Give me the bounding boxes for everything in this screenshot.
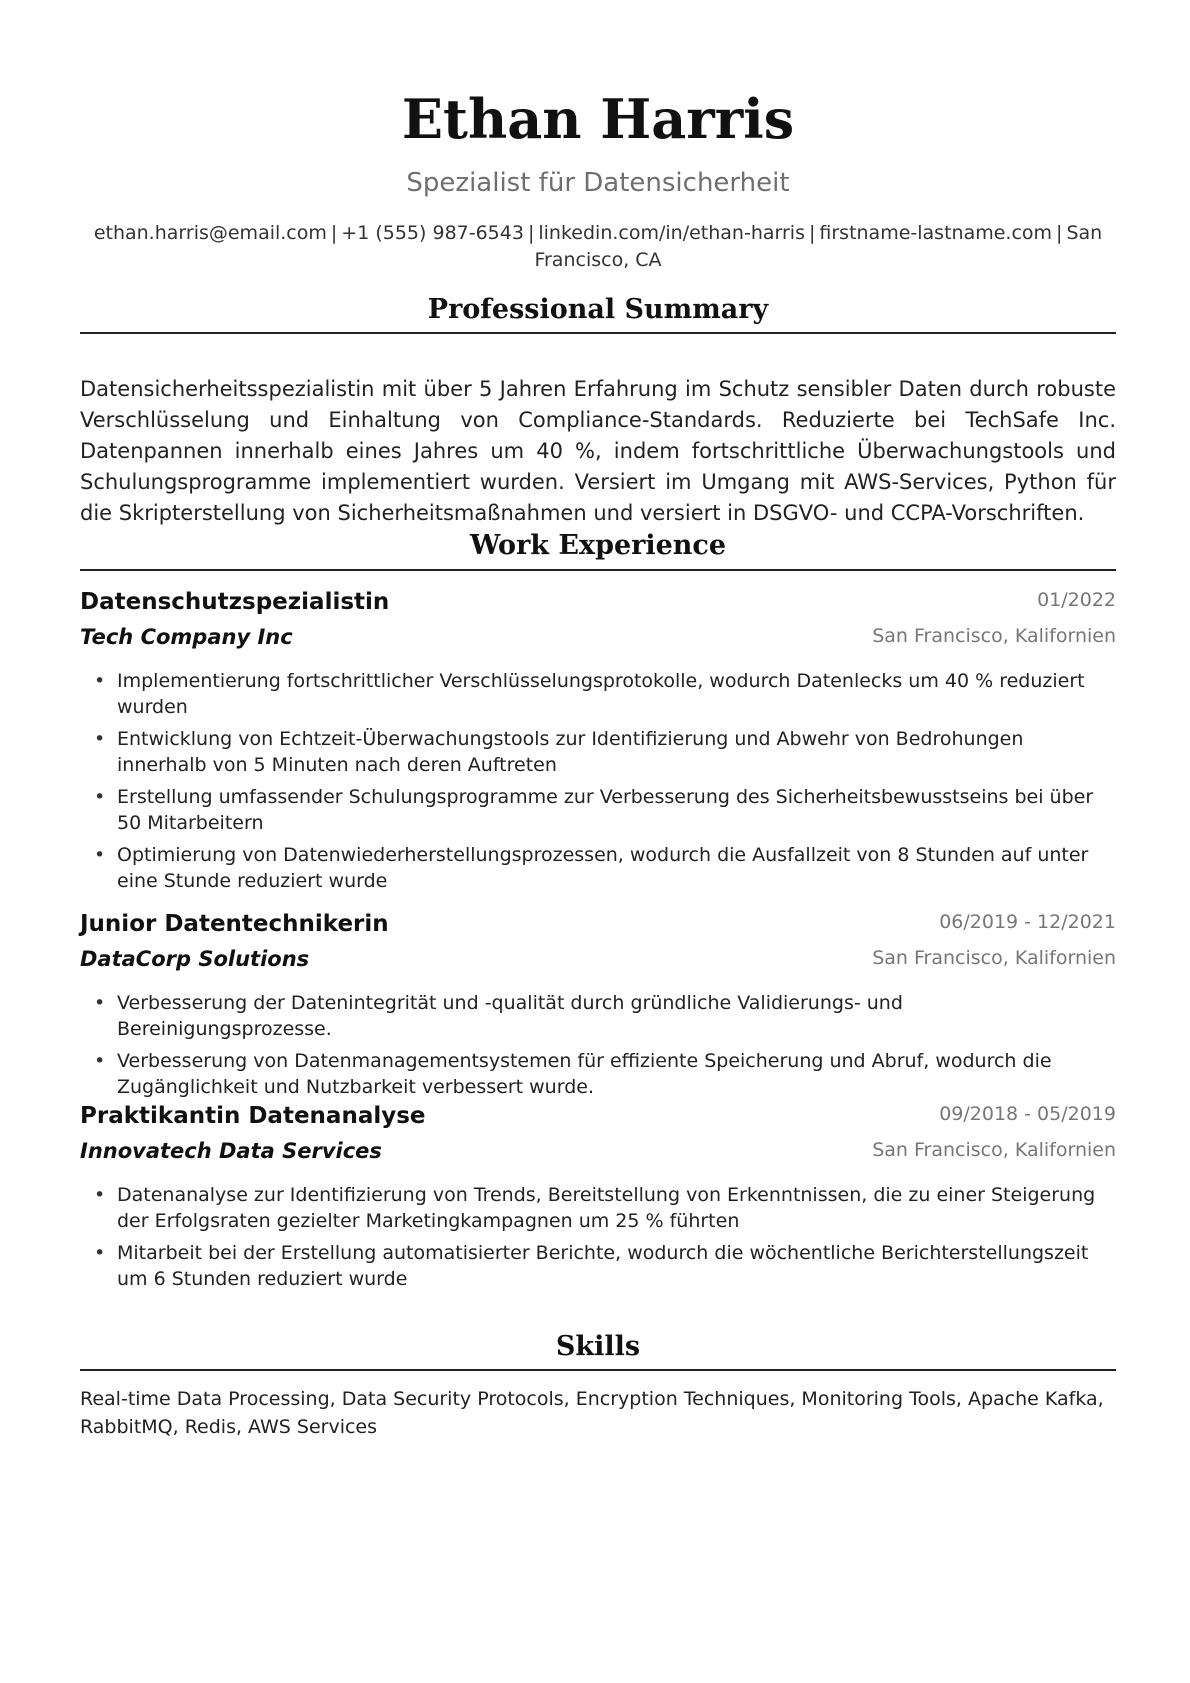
summary-heading: Professional Summary (427, 294, 769, 325)
job-company: Innovatech Data Services (80, 1139, 382, 1163)
skills-heading: Skills (555, 1331, 641, 1362)
job-bullets (80, 990, 1116, 1100)
contact-email: ethan.harris@email.com (93, 222, 327, 244)
job-location: San Francisco, Kalifornien (872, 1139, 1116, 1161)
contact-separator: | (1056, 222, 1063, 244)
job-bullets (80, 668, 1116, 894)
job-role: Datenschutzspezialistin (80, 589, 390, 615)
list-item: • Optimierung von Datenwiederherstellungsprozessen, wodurch die Ausfallzeit von 8 Stunden auf unter eine Stunde reduziert wurde (94, 844, 1089, 892)
job-company: Tech Company Inc (80, 625, 293, 649)
list-item: • Implementierung fortschrittlicher Verschlüsselungsprotokolle, wodurch Datenlecks um 40 % reduziert wurden (94, 670, 1085, 718)
candidate-title: Spezialist für Datensicherheit (406, 168, 790, 198)
experience-heading: Work Experience (469, 530, 727, 561)
job-entry (80, 1100, 1116, 1298)
contact-location: San Francisco, CA (534, 222, 1103, 271)
experience-divider (80, 569, 1116, 571)
list-item: • Entwicklung von Echtzeit-Überwachungstools zur Identifizierung und Abwehr von Bedrohungen innerhalb von 5 Minuten nach deren Auftreten (94, 728, 1024, 776)
job-role: Praktikantin Datenanalyse (80, 1103, 426, 1129)
contact-phone: +1 (555) 987-6543 (341, 222, 524, 244)
contact-separator: | (527, 222, 535, 244)
candidate-name: Ethan Harris (401, 87, 795, 151)
skills-text: Real-time Data Processing, Data Security Protocols, Encryption Techniques, Monitoring Tools, Apache Kafka, RabbitMQ, Redis, AWS Services (80, 1388, 1104, 1438)
contact-website: firstname-lastname.com (819, 222, 1053, 244)
list-item: • Verbesserung der Datenintegrität und -qualität durch gründliche Validierungs- und Bereinigungsprozesse. (94, 992, 903, 1040)
contact-separator: | (808, 222, 816, 244)
job-entry (80, 586, 1116, 900)
list-item: • Erstellung umfassender Schulungsprogramme zur Verbesserung des Sicherheitsbewusstseins bei über 50 Mitarbeitern (94, 786, 1094, 834)
summary-divider (80, 332, 1116, 334)
list-item: • Mitarbeit bei der Erstellung automatisierter Berichte, wodurch die wöchentliche Berichterstellungszeit um 6 Stunden reduziert wurde (94, 1242, 1089, 1290)
job-role: Junior Datentechnikerin (80, 911, 389, 937)
contact-linkedin: linkedin.com/in/ethan-harris (538, 222, 805, 244)
job-location: San Francisco, Kalifornien (872, 625, 1116, 647)
job-date: 01/2022 (1037, 589, 1116, 611)
job-entry (80, 908, 1116, 1106)
job-date: 09/2018 - 05/2019 (939, 1103, 1116, 1125)
list-item: • Datenanalyse zur Identifizierung von Trends, Bereitstellung von Erkenntnissen, die zu einer Steigerung der Erfolgsraten gezielter Marketingkampagnen um 25 % führten (94, 1184, 1096, 1232)
job-location: San Francisco, Kalifornien (872, 947, 1116, 969)
contact-line (80, 220, 1116, 274)
contact-separator: | (330, 222, 338, 244)
list-item: • Verbesserung von Datenmanagementsystemen für effiziente Speicherung und Abruf, wodurch die Zugänglichkeit und Nutzbarkeit verbessert wurde. (94, 1050, 1052, 1098)
summary-text: Datensicherheitsspezialistin mit über 5 Jahren Erfahrung im Schutz sensibler Daten durch robuste Verschlüsselung und Einhaltung von Compliance-Standards. Reduzierte bei TechSafe Inc. Datenpannen innerhalb eines Jahres um 40 %, indem fortschrittliche Überwachungstools und Schulungsprogramme implementiert wurden. Versiert im Umgang mit AWS-Services, Python für die Skripterstellung von Sicherheitsmaßnahmen und versiert in DSGVO- und CCPA-Vorschriften. (80, 377, 1116, 525)
job-company: DataCorp Solutions (80, 947, 310, 971)
skills-divider (80, 1369, 1116, 1371)
job-date: 06/2019 - 12/2021 (939, 911, 1116, 933)
job-bullets (80, 1182, 1116, 1292)
